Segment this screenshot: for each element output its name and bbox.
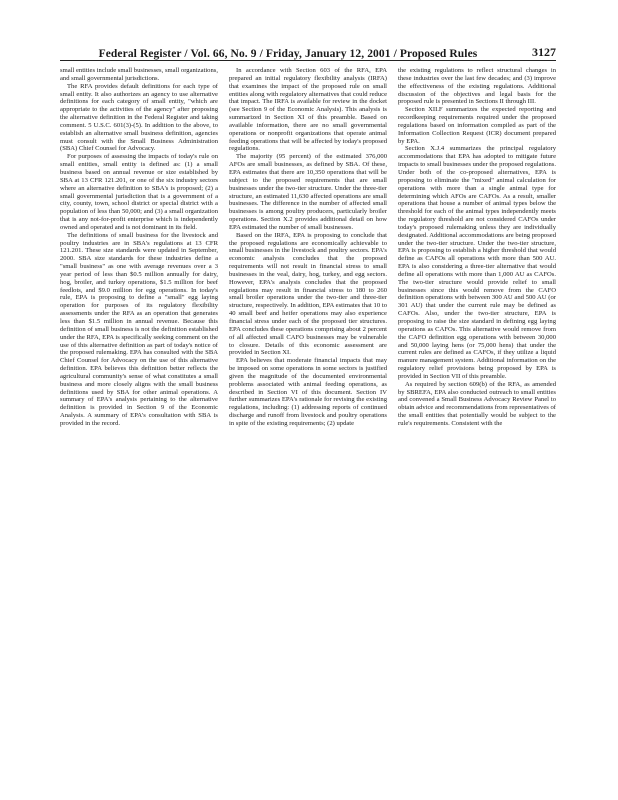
paragraph: The definitions of small business for the livestock and poultry industries are in SBA's regulations at 13 CFR 121.201. These size standards were updated in September, 2000. SBA size standards for these industries define a "small business" as one with average revenues over a 3 year period of less than $0.5 million annually for dairy, hog, broiler, and turkey operations, $1.5 million for beef feedlots, and $9.0 million for egg operations. In today's rule, EPA is proposing to define a "small" egg laying operation for purposes of its regulatory flexibility assessments under the RFA as an operation that generates less than $1.5 million in annual revenue. Because this definition of small business is not the definition established under the RFA, EPA is specifically seeking comment on the use of this alternative definition as part of today's notice of the proposed rulemaking. EPA has consulted with the SBA Chief Counsel for Advocacy on the use of this alternative definition. EPA believes this definition better reflects the agricultural community's sense of what constitutes a small business and more closely aligns with the small business definitions used by SBA for other animal operations. A summary of EPA's analysis pertaining to the alternative definition is provided in Section 9 of the Economic Analysis. A summary of EPA's consultation with SBA is provided in the record. xyxy=(60,231,218,427)
paragraph: Section X.J.4 summarizes the principal regulatory accommodations that EPA has adopted to mitigate future impacts to small businesses under the proposed regulations. Under both of the co-proposed alternatives, EPA is proposing to eliminate the "mixed" animal calculation for operations with more than a single animal type for determining which AFOs are CAFOs. As a result, smaller operations that house a number of animal types below the threshold for each of the animal types independently meets the regulatory threshold are not considered CAFOs under today's proposed rulemaking unless they are individually designated. Additional accommodations are being proposed under the two-tier structure. Under the two-tier structure, EPA is proposing to establish a higher threshold that would define as CAFOs all operations with more than 500 AU. EPA is also considering a three-tier alternative that would define all operations with more than 1,000 AU as CAFOs. The two-tier structure would provide relief to small businesses since this would remove from the CAFO definition operations with between 300 AU and 500 AU (or 301 AU) that under the current rule may be defined as CAFOs. Also, under the two-tier structure, EPA is proposing to raise the size standard in defining egg laying operations as CAFOs. This alternative would remove from the CAFO definition egg operations with between 30,000 and 50,000 laying hens (or 75,000 hens) that under the current rules are defined as CAFOs, if they utilize a liquid manure management system. Additional information on the regulatory relief provisions being proposed by EPA is provided in Section VII of this preamble. xyxy=(398,145,556,380)
paragraph: the existing regulations to reflect structural changes in these industries over the last few decades; and (3) improve the effectiveness of the existing regulations. Additional discussion of the objectives and legal basis for the proposed rule is presented in Sections II through III. xyxy=(398,67,556,106)
paragraph: The RFA provides default definitions for each type of small entity. It also authorizes an agency to use alternative definitions for each category of small entity, "which are appropriate to the activities of the agency" after proposing the alternative definition in the Federal Register and taking comment. 5 U.S.C. 601(3)-(5). In addition to the above, to establish an alternative small business definition, agencies must consult with the Small Business Administration (SBA) Chief Counsel for Advocacy. xyxy=(60,82,218,153)
page-number: 3127 xyxy=(532,45,556,59)
page-header xyxy=(60,44,556,61)
paragraph: Section XII.F summarizes the expected reporting and recordkeeping requirements required under the proposed regulations based on information compiled as part of the Information Collection Request (ICR) document prepared by EPA. xyxy=(398,106,556,145)
paragraph: small entities include small businesses, small organizations, and small governmental jurisdictions. xyxy=(60,67,218,82)
paragraph: Based on the IRFA, EPA is proposing to conclude that the proposed regulations are economically achievable to small businesses in the livestock and poultry sectors. EPA's economic analysis concludes that the proposed requirements will not result in financial stress to small businesses in the veal, dairy, hog, turkey, and egg sectors. However, EPA's analysis concludes that the proposed regulations may result in financial stress to 180 to 260 small broiler operations under the two-tier and three-tier structure, respectively. In addition, EPA estimates that 10 to 40 small beef and heifer operations may also experience financial stress under each of the proposed tier structures. EPA concludes these operations comprising about 2 percent of all affected small CAFO businesses may be vulnerable to closure. Details of this economic assessment are provided in Section XI. xyxy=(229,231,387,357)
column-3 xyxy=(398,67,556,767)
paragraph: EPA believes that moderate financial impacts that may be imposed on some operations in some sectors is justified given the magnitude of the documented environmental problems associated with animal feeding operations, as described in Section VI of this document. Section IV further summarizes EPA's rationale for revising the existing regulations, including: (1) addressing reports of continued discharge and runoff from livestock and poultry operations in spite of the existing requirements; (2) update xyxy=(229,357,387,427)
running-head: Federal Register / Vol. 66, No. 9 / Friday, January 12, 2001 / Proposed Rules xyxy=(98,48,478,60)
paragraph: The majority (95 percent) of the estimated 376,000 AFOs are small businesses, as defined by SBA. Of these, EPA estimates that there are 10,350 operations that will be subject to the proposed requirements that are small businesses under the two-tier structure. Under the three-tier structure, an estimated 11,630 affected operations are small businesses. The difference in the number of affected small businesses is among poultry producers, particularly broiler operations. Section X.2 provides additional detail on how EPA estimated the number of small businesses. xyxy=(229,153,387,231)
paragraph: In accordance with Section 603 of the RFA, EPA prepared an initial regulatory flexibility analysis (IRFA) that examines the impact of the proposed rule on small entities along with regulatory alternatives that could reduce that impact. The IRFA is available for review in the docket (see Section 9 of the Economic Analysis). This analysis is summarized in Section XI of this preamble. Based on available information, there are no small governmental operations or nonprofit organizations that operate animal feeding operations that will be affected by today's proposed regulations. xyxy=(229,67,387,153)
column-1 xyxy=(60,67,218,767)
paragraph: For purposes of assessing the impacts of today's rule on small entities, small entity is defined as: (1) a small business based on annual revenue or size established by SBA at 13 CFR 121.201, or one of the six industry sectors where an alternative definition to SBA's is proposed; (2) a small governmental jurisdiction that is a government of a city, county, town, school district or special district with a population of less than 50,000; and (3) a small organization that is any not-for-profit enterprise which is independently owned and operated and is not dominant in its field. xyxy=(60,153,218,231)
column-2 xyxy=(229,67,387,767)
text-columns xyxy=(60,67,556,767)
paragraph: As required by section 609(b) of the RFA, as amended by SBREFA, EPA also conducted outreach to small entities and convened a Small Business Advocacy Review Panel to obtain advice and recommendations from representatives of the small entities that potentially would be subject to the rule's requirements. Consistent with the xyxy=(398,380,556,427)
